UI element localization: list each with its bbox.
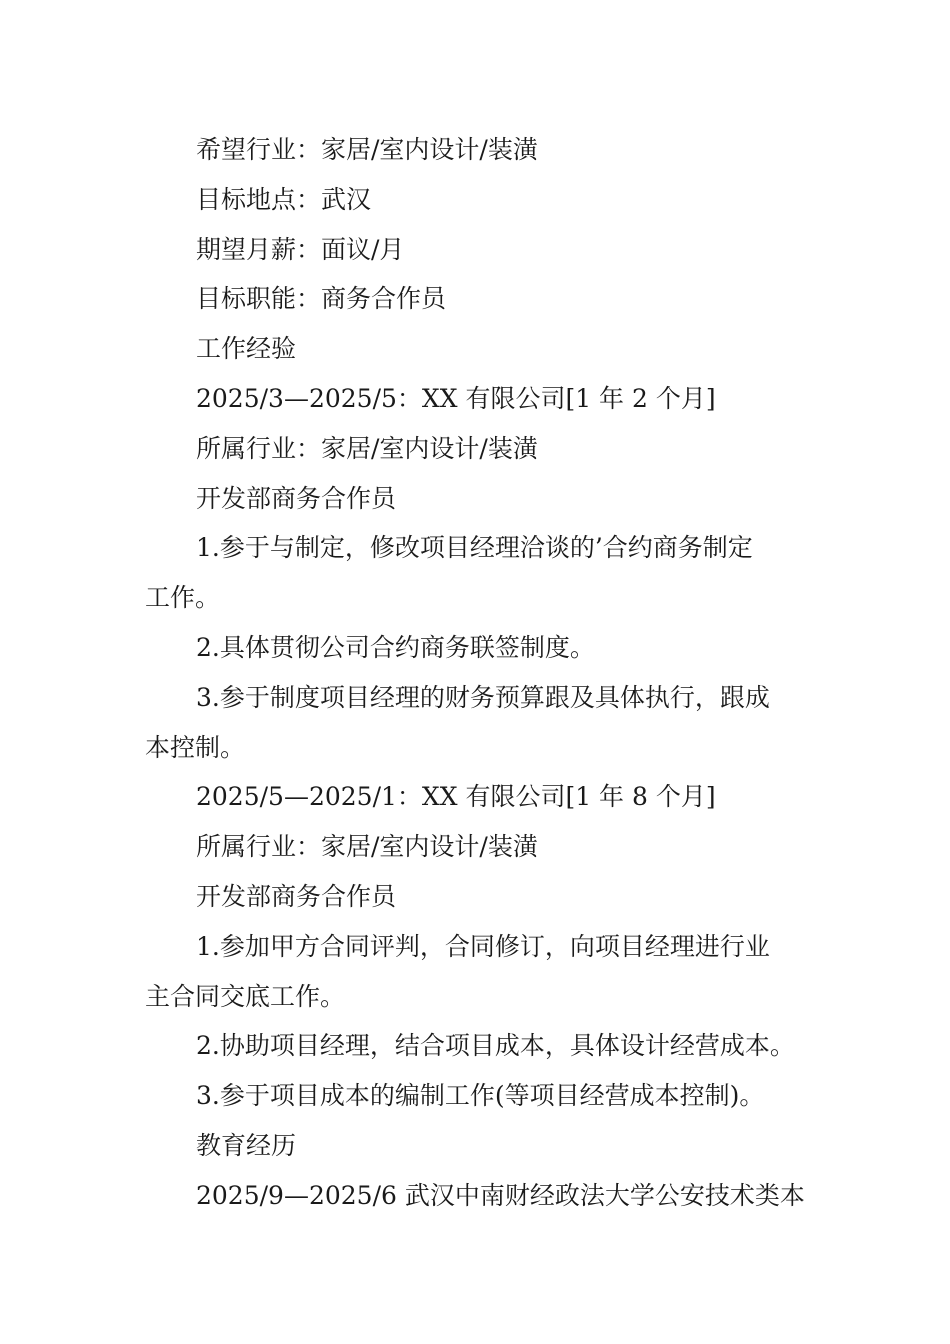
resume-body <box>145 125 810 1221</box>
line-target-role: 目标职能：商务合作员 <box>196 284 447 314</box>
line-expected-salary: 期望月薪：面议/月 <box>196 234 405 264</box>
job-1-period: 2025/3—2025/5：XX 有限公司[1 年 2 个月] <box>196 383 716 413</box>
job-2-period: 2025/5—2025/1：XX 有限公司[1 年 8 个月] <box>196 782 716 812</box>
job-1-duty-1-continued: 工作。 <box>145 583 221 613</box>
job-1-duty-2: 2.具体贯彻公司合约商务联签制度。 <box>196 632 595 662</box>
job-1-position: 开发部商务合作员 <box>196 483 397 513</box>
job-2-industry: 所属行业：家居/室内设计/装潢 <box>196 832 538 862</box>
section-heading-work-experience: 工作经验 <box>196 334 297 364</box>
job-1-duty-3: 3.参于制度项目经理的财务预算跟及具体执行，跟成 <box>196 682 770 712</box>
section-heading-education: 教育经历 <box>196 1130 297 1160</box>
line-desired-industry: 希望行业：家居/室内设计/装潢 <box>196 135 538 164</box>
job-1-duty-3-continued: 本控制。 <box>145 732 246 762</box>
job-1-duty-1: 1.参于与制定，修改项目经理洽谈的’合约商务制定 <box>196 533 753 563</box>
line-target-location: 目标地点：武汉 <box>196 184 372 214</box>
job-2-duty-1-continued: 主合同交底工作。 <box>145 981 346 1011</box>
job-2-duty-3: 3.参于项目成本的编制工作(等项目经营成本控制)。 <box>196 1081 765 1111</box>
job-1-industry: 所属行业：家居/室内设计/装潢 <box>196 433 538 463</box>
job-2-position: 开发部商务合作员 <box>196 881 397 911</box>
job-2-duty-2: 2.协助项目经理，结合项目成本，具体设计经营成本。 <box>196 1031 795 1061</box>
education-entry-1: 2025/9—2025/6 武汉中南财经政法大学公安技术类本 <box>196 1180 805 1210</box>
job-2-duty-1: 1.参加甲方合同评判，合同修订，向项目经理进行业 <box>196 931 770 961</box>
